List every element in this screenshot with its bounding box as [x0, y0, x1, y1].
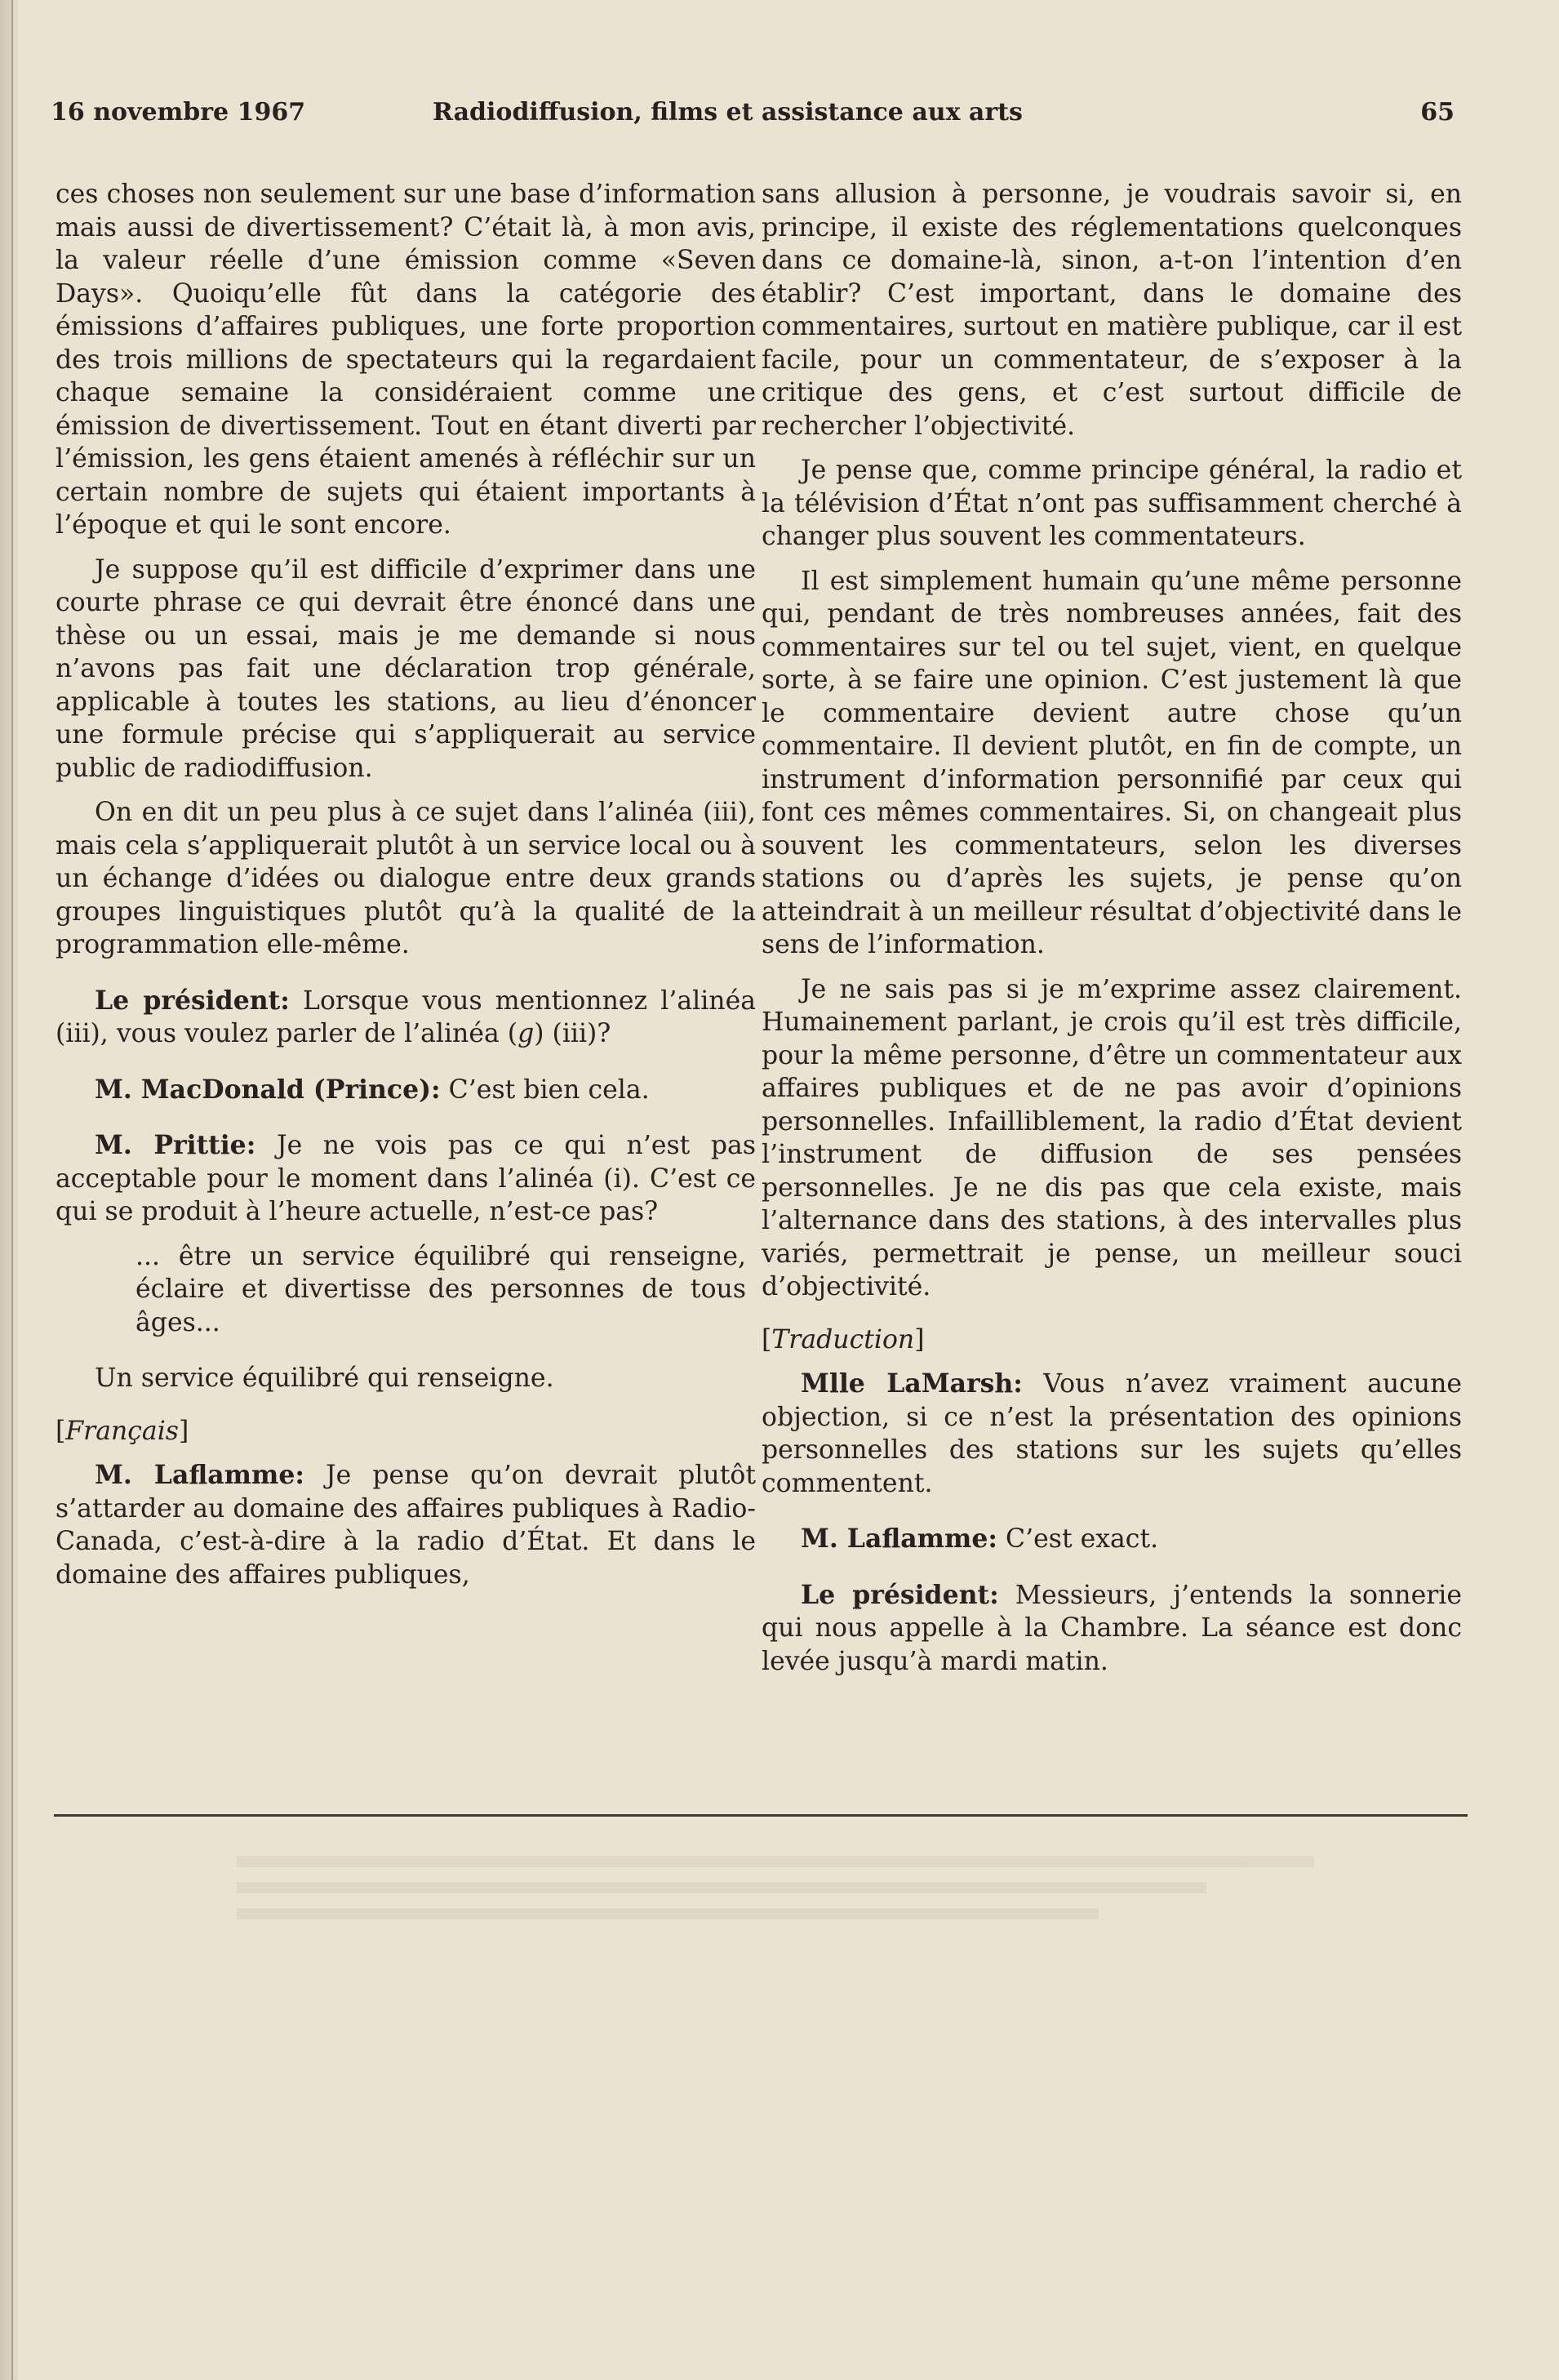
paragraph: Je pense que, comme principe général, la radio et la télévision d’État n’ont pas suffisamment cherché à changer plus souvent les commentateurs. [762, 456, 1462, 551]
paragraph: ces choses non seulement sur une base d’information mais aussi de divertissement? C’était là, à mon avis, la valeur réelle d’une émission comme «Seven Days». Quoiqu’elle fût dans la catégorie des émissions d’affaires publiques, une forte proportion des trois millions de spectateurs qui la regardaient chaque semaine la considéraient comme une émission de divertissement. Tout en étant diverti par l’émission, les gens étaient amenés à réfléchir sur un certain nombre de sujets qui étaient importants à l’époque et qui le sont encore. [56, 180, 756, 540]
language-tag-text: Traduction [771, 1324, 915, 1355]
running-header [51, 91, 1455, 140]
paragraph: Il est simplement humain qu’une même personne qui, pendant de très nombreuses années, fait des commentaires sur tel ou tel sujet, vient, en quelque sorte, à se faire une opinion. C’est justement là que le commentaire devient autre chose qu’un commentaire. Il devient plutôt, en fin de compte, un instrument d’information personnifié par ceux qui font ces mêmes commentaires. Si, on changeait plus souvent les commentateurs, selon les diverses stations ou d’après les sujets, je pense qu’on atteindrait à un meilleur résultat d’objectivité dans le sens de l’information. [762, 566, 1462, 959]
speech-text: Vous n’avez vraiment aucune objection, si ce n’est la présentation des opinions personnelles des stations sur les sujets qu’elles commentent. [762, 1369, 1462, 1498]
page-binding-edge [0, 0, 18, 2380]
speech-text-italic: g [517, 1019, 535, 1048]
left-column [56, 178, 756, 1603]
speech-text: ) (iii)? [534, 1019, 611, 1048]
speaker-name: M. MacDonald (Prince): [95, 1074, 441, 1105]
speaker-paragraph [762, 1368, 1462, 1500]
binding-line [11, 0, 13, 2380]
speech-text: C’est bien cela. [440, 1074, 650, 1105]
speaker-paragraph [56, 985, 756, 1051]
speaker-name: M. Prittie: [95, 1130, 256, 1160]
language-tag: [Français] [56, 1416, 189, 1446]
speaker-paragraph [56, 1074, 756, 1107]
paragraph: Je ne sais pas si je m’exprime assez clairement. Humainement parlant, je crois qu’il est très difficile, pour la même personne, d’être un commentateur aux affaires publiques et de ne pas avoir d’opinions personnelles. Infailliblement, la radio d’État devient l’instrument de diffusion de ses pensées personnelles. Je ne dis pas que cela existe, mais l’alternance dans des stations, à des intervalles plus variés, permettrait je pense, un meilleur souci d’objectivité. [762, 974, 1462, 1301]
speaker-paragraph [56, 1459, 756, 1591]
speaker-name: M. Laflamme: [95, 1460, 305, 1490]
speaker-name: Mlle LaMarsh: [801, 1368, 1023, 1399]
speech-text: Lorsque vous mentionnez l’alinéa (iii), vous voulez parler de l’alinéa ( [56, 985, 757, 1048]
speaker-name: Le président: [801, 1579, 999, 1610]
closing-rule [54, 1814, 1468, 1817]
paragraph: Je suppose qu’il est difficile d’exprimer dans une courte phrase ce qui devrait être énoncé dans une thèse ou un essai, mais je me demande si nous n’avons pas fait une déclaration trop générale, applicable à toutes les stations, au lieu d’énoncer une formule précise qui s’appliquerait au service public de radiodiffusion. [56, 554, 756, 783]
bleed-through-texture [237, 1841, 1314, 1964]
language-tag-text: Français [65, 1416, 179, 1446]
speaker-name: M. Laflamme: [801, 1524, 998, 1554]
bleed-line [237, 1856, 1314, 1867]
paragraph: sans allusion à personne, je voudrais savoir si, en principe, il existe des réglementations quelconques dans ce domaine-là, sinon, a-t-on l’intention d’en établir? C’est important, dans le domaine des commentaires, surtout en matière publique, car il est facile, pour un commentateur, de s’exposer à la critique des gens, et c’est surtout difficile de rechercher l’objectivité. [762, 180, 1462, 441]
speaker-name: Le président: [95, 985, 290, 1016]
block-quote: ... être un service équilibré qui renseigne, éclaire et divertisse des personnes de tous âges... [135, 1241, 746, 1337]
speaker-paragraph [56, 1129, 756, 1229]
bleed-line [237, 1882, 1206, 1893]
speech-text: Messieurs, j’entends la sonnerie qui nous appelle à la Chambre. La séance est donc levée jusqu’à mardi matin. [762, 1580, 1462, 1676]
header-title: Radiodiffusion, films et assistance aux arts [433, 98, 1023, 127]
paragraph: On en dit un peu plus à ce sujet dans l’alinéa (iii), mais cela s’appliquerait plutôt à un service local ou à un échange d’idées ou dialogue entre deux grands groupes linguistiques plutôt qu’à la qualité de la programmation elle-même. [56, 798, 756, 959]
header-date: 16 novembre 1967 [51, 98, 306, 127]
speech-text: Je pense qu’on devrait plutôt s’attarder au domaine des affaires publiques à Radio-Canada, c’est-à-dire à la radio d’État. Et dans le domaine des affaires publiques, [56, 1461, 756, 1590]
paragraph: Un service équilibré qui renseigne. [95, 1363, 554, 1393]
speech-text: C’est exact. [997, 1524, 1159, 1554]
speech-text: Je ne vois pas ce qui n’est pas acceptable pour le moment dans l’alinéa (i). C’est ce qui se produit à l’heure actuelle, n’est-ce pas? [56, 1131, 756, 1226]
language-tag: [Traduction] [762, 1324, 925, 1355]
page-number: 65 [1420, 98, 1455, 127]
speaker-paragraph [762, 1523, 1462, 1556]
speaker-paragraph [762, 1579, 1462, 1679]
right-column [762, 178, 1462, 1689]
bleed-line [237, 1908, 1099, 1920]
